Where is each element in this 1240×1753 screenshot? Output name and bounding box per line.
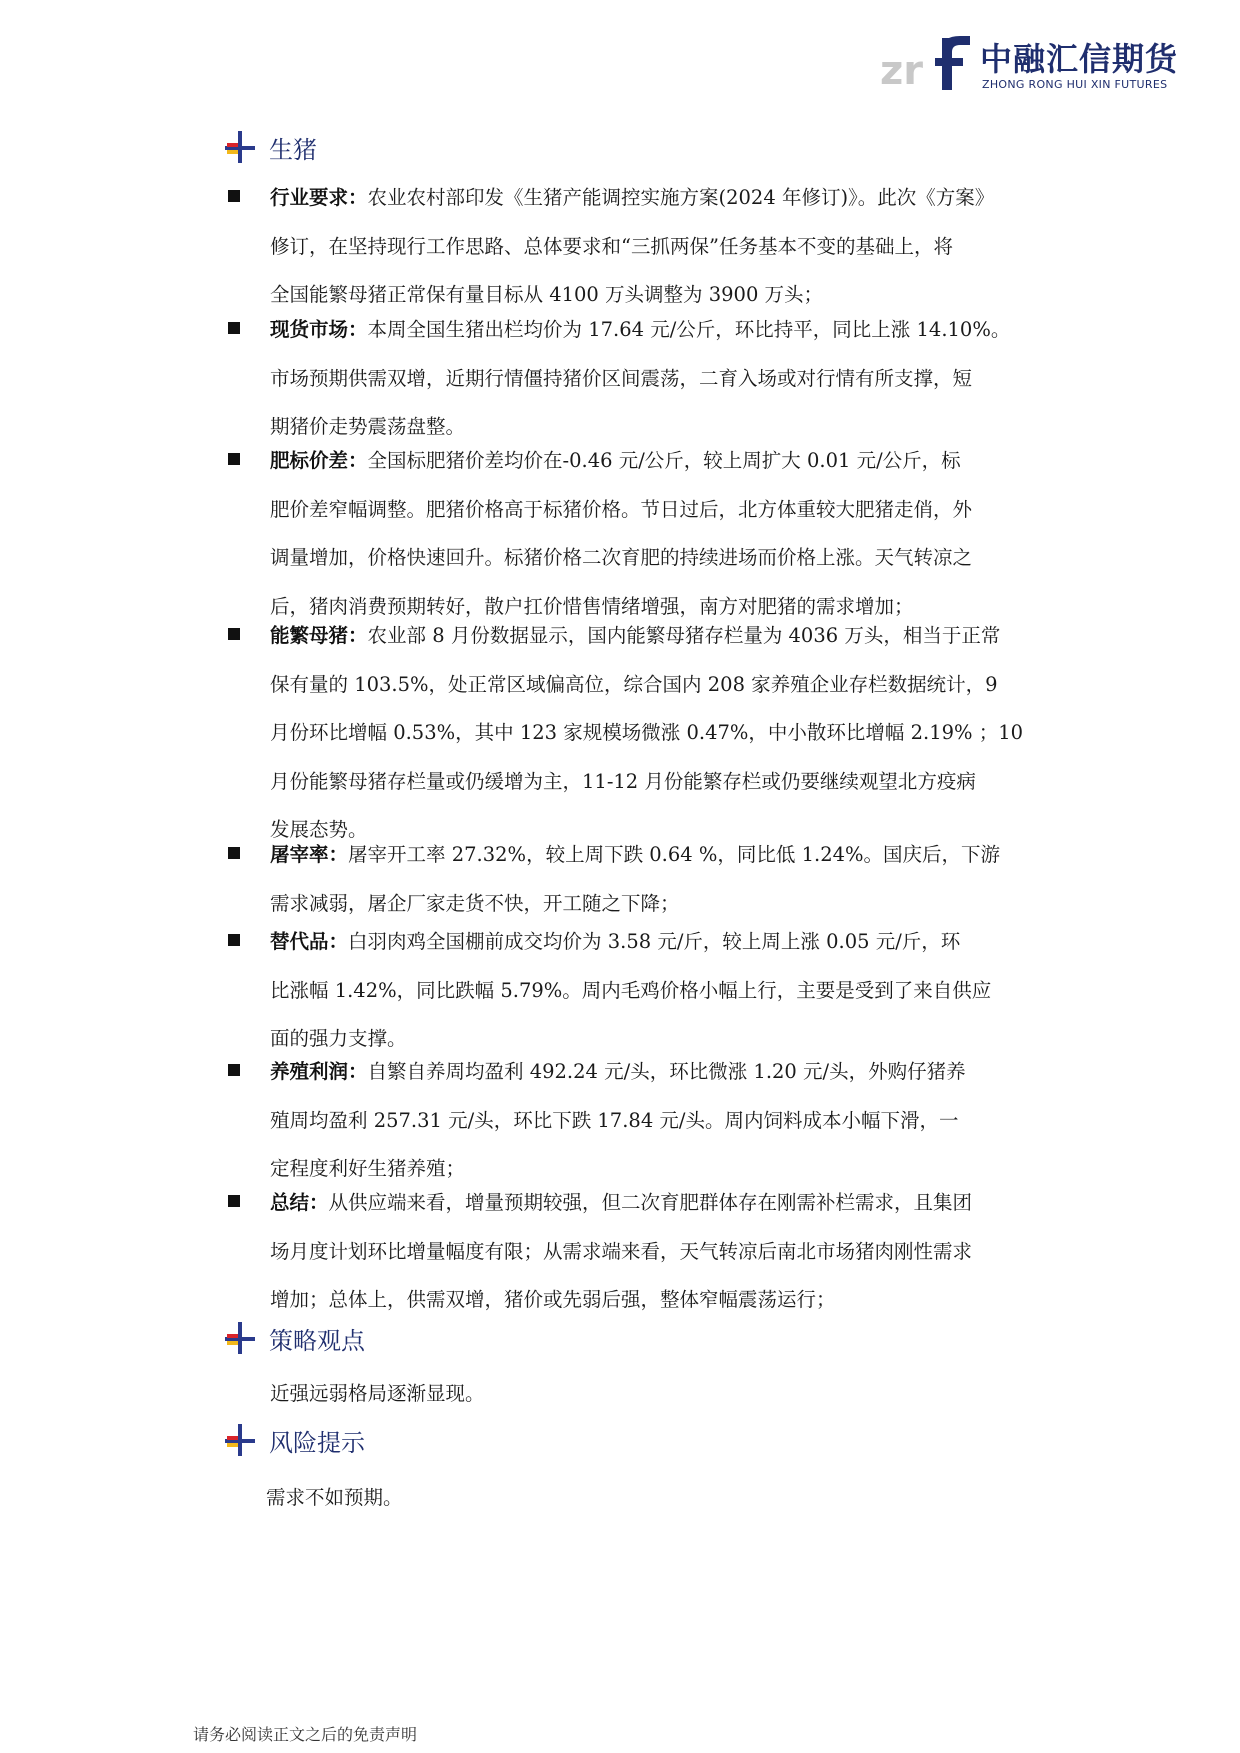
logo-name-cn: 中融汇信期货 (980, 40, 1179, 78)
text-line (270, 534, 1240, 583)
text-line (270, 1179, 1240, 1228)
section-marker-icon (225, 131, 255, 163)
line-text: 定程度利好生猪养殖； (270, 1157, 466, 1180)
line-text: 场月度计划环比增量幅度有限；从需求端来看，天气转凉后南北市场猪肉刚性需求 (270, 1239, 973, 1263)
bullet-keyword: 总结： (270, 1191, 329, 1214)
line-text: 农业农村部印发《生猪产能调控实施方案(2024 年修订)》。此次《方案》 (367, 186, 995, 209)
line-text: 殖周均盈利 257.31 元/头，环比下跌 17.84 元/头。周内饲料成本小幅下滑，一 (270, 1108, 959, 1132)
bullet-square-icon (228, 453, 240, 465)
line-text: 调量增加，价格快速回升。标猪价格二次育肥的持续进场而价格上涨。天气转凉之 (270, 546, 973, 569)
company-logo (880, 28, 1180, 98)
text-line (270, 709, 1240, 758)
line-text: 白羽肉鸡全国棚前成交均价为 3.58 元/斤，较上周上涨 0.05 元/斤，环 (348, 930, 961, 953)
text-line (270, 1048, 1240, 1097)
section-title: 生猪 (269, 135, 317, 164)
line-text: 需求减弱，屠企厂家走货不快，开工随之下降； (270, 891, 680, 915)
bullet-square-icon (228, 322, 240, 334)
text-line (270, 306, 1240, 355)
line-text: 月份能繁母猪存栏量或仍缓增为主，11-12 月份能繁存栏或仍要继续观望北方疫病 (270, 769, 976, 793)
bullet-text (270, 174, 1240, 320)
text-line (270, 612, 1240, 661)
strategy-text: 近强远弱格局逐渐显现。 (270, 1382, 485, 1405)
section-title: 风险提示 (269, 1428, 365, 1457)
bullet-text (270, 1048, 1240, 1194)
risk-text: 需求不如预期。 (266, 1486, 403, 1509)
line-text: 从供应端来看，增量预期较强，但二次育肥群体存在刚需补栏需求，且集团 (328, 1191, 973, 1214)
line-text: 市场预期供需双增，近期行情僵持猪价区间震荡，二育入场或对行情有所支撑，短 (270, 366, 973, 390)
section-marker-icon (225, 1424, 255, 1456)
section-title: 策略观点 (269, 1326, 365, 1355)
bullet-text (270, 306, 1240, 452)
bullet-keyword: 能繁母猪： (270, 624, 368, 647)
text-line (270, 967, 1240, 1016)
zrf-logo-icon (880, 32, 980, 92)
line-text: 屠宰开工率 27.32%，较上周下跌 0.64 %，同比低 1.24%。国庆后，下游 (348, 843, 1001, 866)
line-text: 增加；总体上，供需双增，猪价或先弱后强，整体窄幅震荡运行； (270, 1288, 836, 1311)
bullet-keyword: 肥标价差： (270, 449, 368, 472)
section-header-strategy (225, 1318, 365, 1358)
bullet-keyword: 养殖利润： (270, 1060, 368, 1083)
bullet-text (270, 831, 1240, 928)
bullet-keyword: 替代品： (270, 930, 349, 953)
line-text: 比涨幅 1.42%，同比跌幅 5.79%。周内毛鸡价格小幅上行，主要是受到了来自供应 (270, 978, 992, 1002)
bullet-keyword: 行业要求： (270, 186, 368, 209)
svg-text:zr: zr (880, 48, 924, 92)
bullet-text (270, 918, 1240, 1064)
text-line (270, 1228, 1240, 1277)
line-text: 月份环比增幅 0.53%，其中 123 家规模场微涨 0.47%，中小散环比增幅 2.19% ；10 (270, 721, 1024, 744)
line-text: 后，猪肉消费预期转好，散户扛价惜售情绪增强，南方对肥猪的需求增加； (270, 594, 914, 618)
text-line (270, 918, 1240, 967)
bullet-square-icon (228, 1064, 240, 1076)
bullet-square-icon (228, 1195, 240, 1207)
section-header-pig (225, 127, 317, 167)
line-text: 自繁自养周均盈利 492.24 元/头，环比微涨 1.20 元/头，外购仔猪养 (367, 1060, 966, 1083)
logo-name-en: ZHONG RONG HUI XIN FUTURES (982, 78, 1168, 91)
text-line (270, 661, 1240, 710)
section-header-risk (225, 1420, 365, 1460)
bullet-square-icon (228, 628, 240, 640)
line-text: 期猪价走势震荡盘整。 (270, 415, 466, 438)
bullet-keyword: 现货市场： (270, 318, 368, 341)
bullet-text (270, 1179, 1240, 1325)
text-line (270, 174, 1240, 223)
text-line (270, 831, 1240, 880)
line-text: 发展态势。 (270, 818, 368, 841)
line-text: 修订，在坚持现行工作思路、总体要求和“三抓两保”任务基本不变的基础上，将 (270, 234, 953, 258)
line-text: 肥价差窄幅调整。肥猪价格高于标猪价格。节日过后，北方体重较大肥猪走俏，外 (270, 497, 973, 521)
footer-disclaimer: 请务必阅读正文之后的免责声明 (193, 1725, 418, 1744)
line-text: 全国能繁母猪正常保有量目标从 4100 万头调整为 3900 万头； (270, 283, 824, 306)
bullet-text (270, 437, 1240, 631)
text-line (270, 223, 1240, 272)
text-line (270, 486, 1240, 535)
line-text: 本周全国生猪出栏均价为 17.64 元/公斤，环比持平，同比上涨 14.10%。 (367, 318, 1011, 341)
text-line (270, 1276, 1240, 1325)
text-line (270, 758, 1240, 807)
bullet-text (270, 612, 1240, 855)
text-line (270, 355, 1240, 404)
line-text: 面的强力支撑。 (270, 1027, 407, 1050)
line-text: 保有量的 103.5%，处正常区域偏高位，综合国内 208 家养殖企业存栏数据统计，9 (270, 672, 998, 696)
line-text: 全国标肥猪价差均价在-0.46 元/公斤，较上周扩大 0.01 元/公斤，标 (367, 449, 961, 472)
bullet-keyword: 屠宰率： (270, 843, 349, 866)
bullet-square-icon (228, 934, 240, 946)
text-line (270, 1097, 1240, 1146)
bullet-square-icon (228, 847, 240, 859)
line-text: 农业部 8 月份数据显示，国内能繁母猪存栏量为 4036 万头，相当于正常 (367, 624, 1001, 647)
bullet-square-icon (228, 190, 240, 202)
text-line (270, 437, 1240, 486)
section-marker-icon (225, 1322, 255, 1354)
